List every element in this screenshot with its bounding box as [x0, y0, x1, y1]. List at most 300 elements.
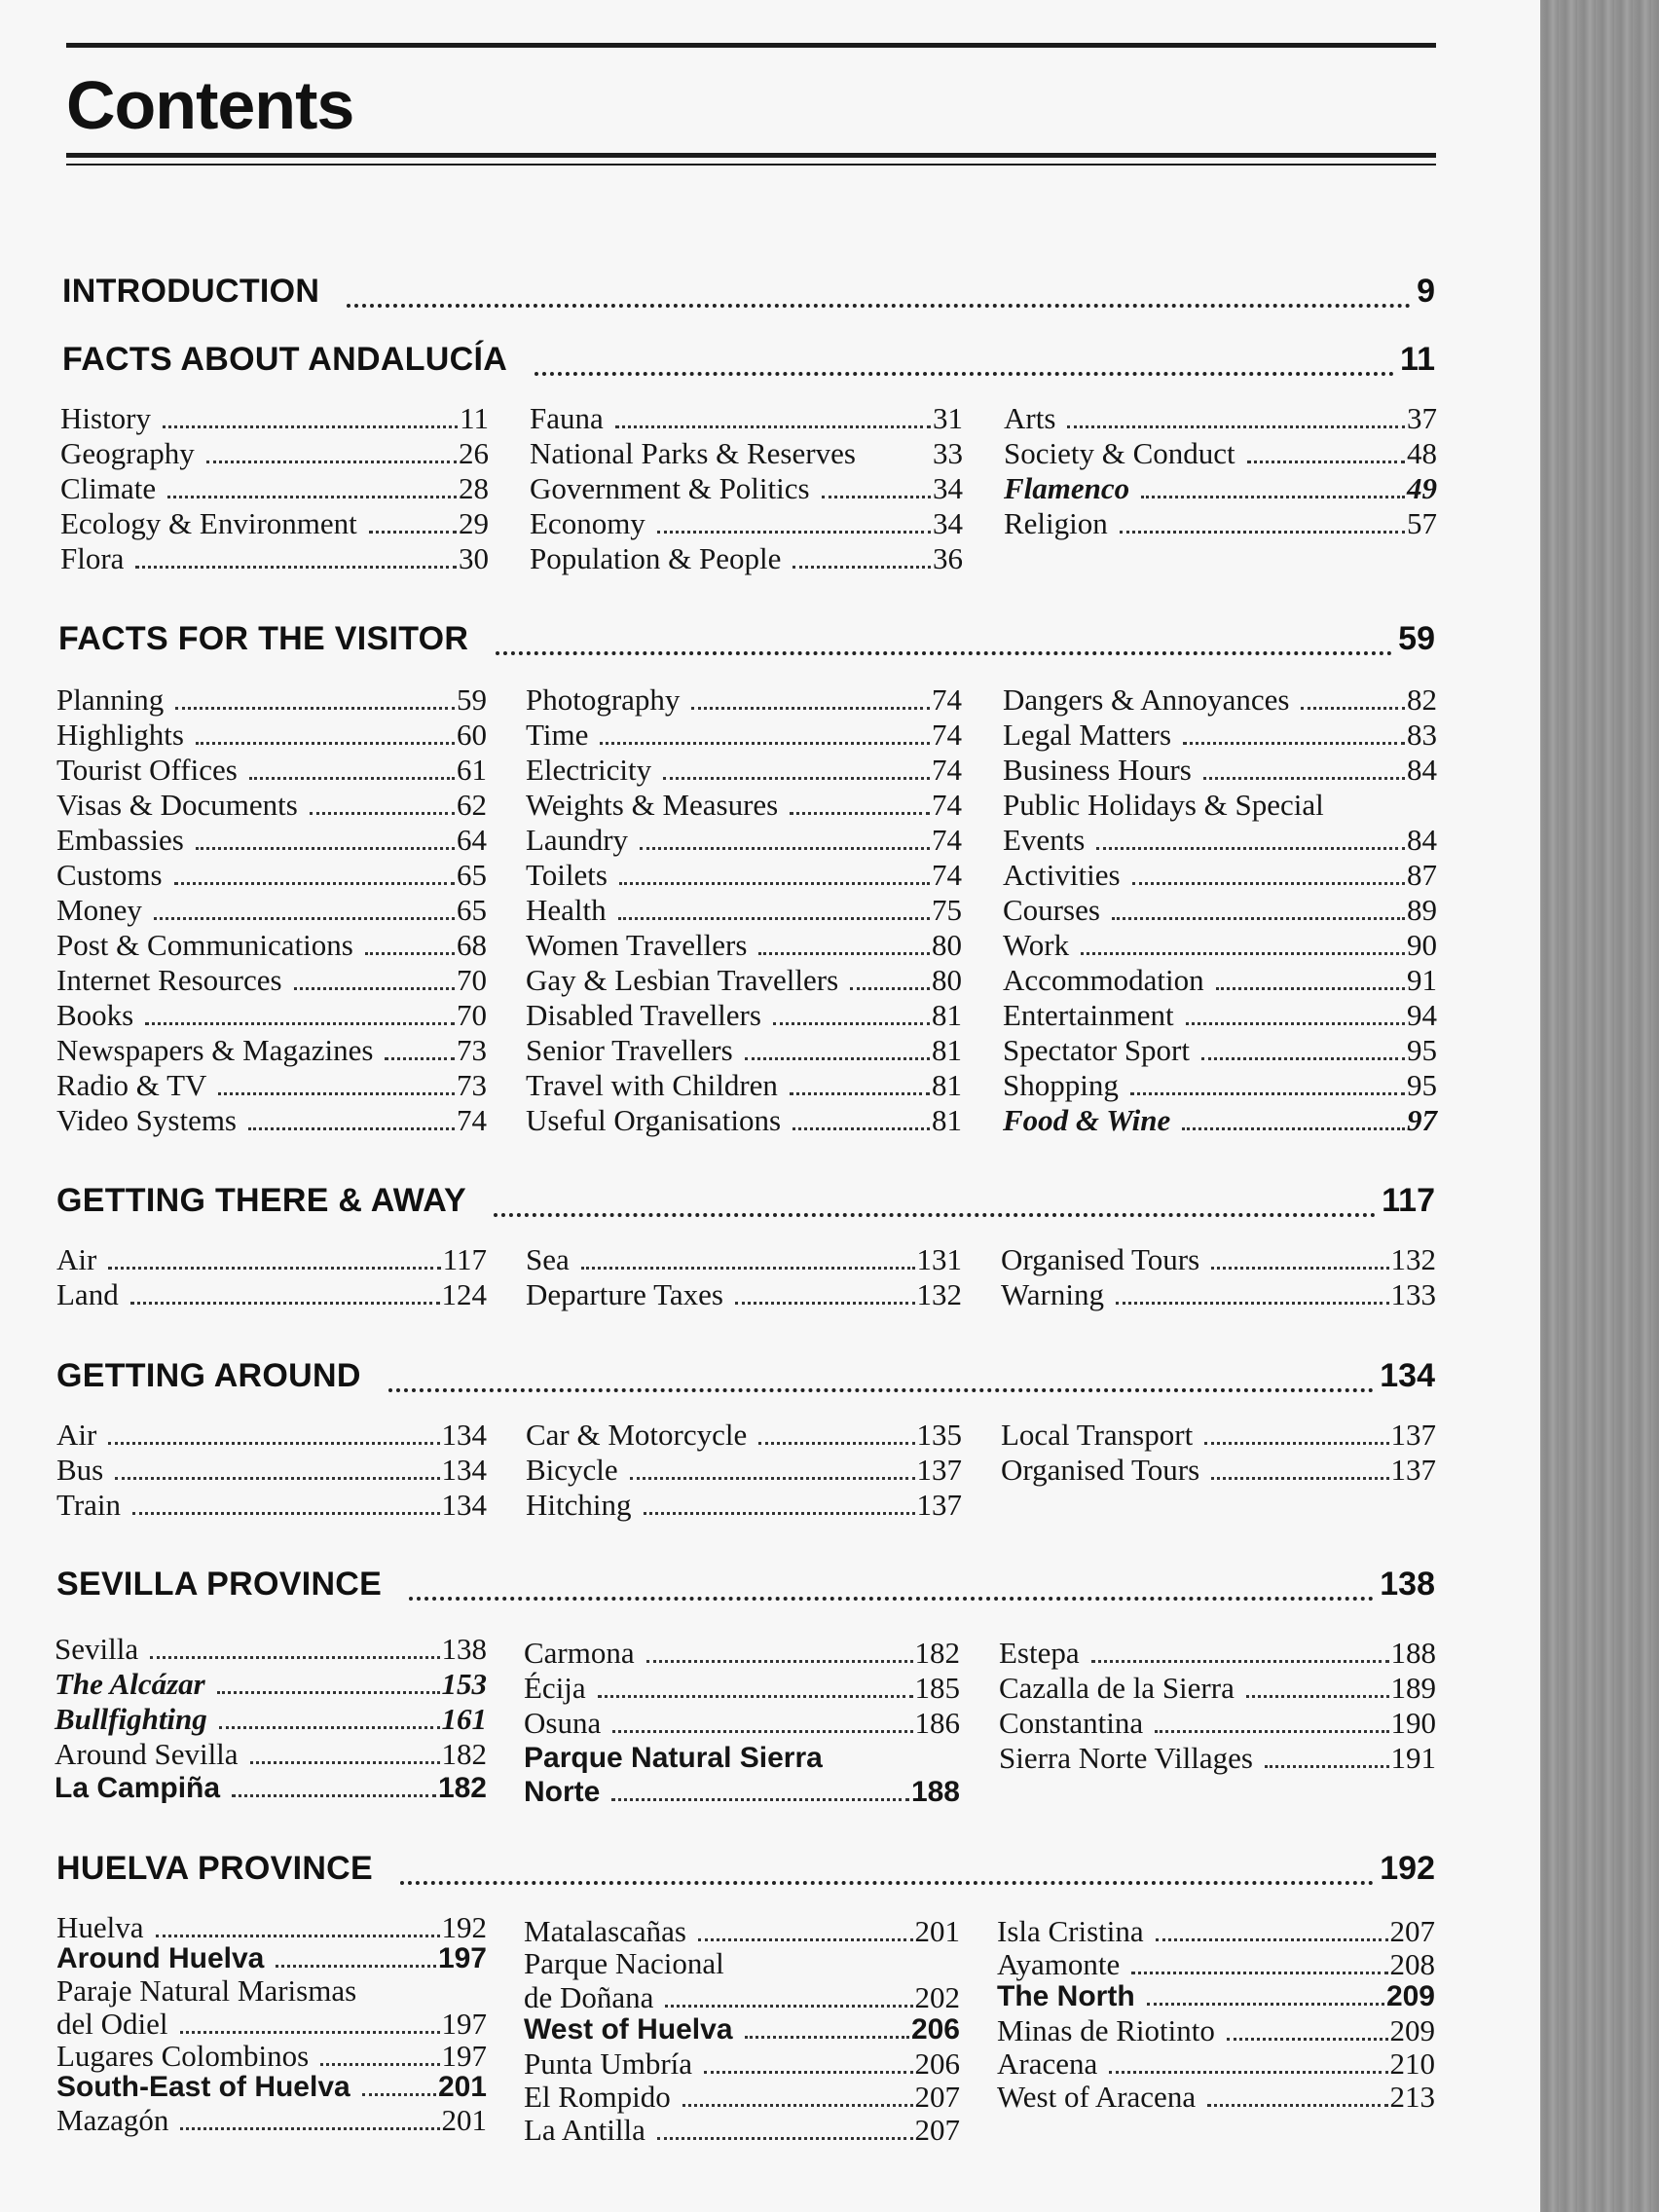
entry-page: 134 — [441, 1488, 487, 1522]
entry-page: 207 — [914, 2113, 960, 2147]
toc-entry[interactable] — [526, 753, 962, 788]
entry-title: Bicycle — [526, 1453, 618, 1487]
section-title: INTRODUCTION — [62, 273, 320, 310]
leader-dots — [1112, 917, 1405, 920]
leader-dots — [369, 531, 457, 534]
toc-entry[interactable] — [56, 1488, 487, 1523]
toc-entry[interactable] — [56, 963, 487, 998]
entry-title: Sea — [526, 1242, 570, 1276]
entry-page: 206 — [910, 2013, 960, 2046]
entry-title: Flora — [60, 541, 125, 575]
toc-entry-feature[interactable] — [1003, 1103, 1437, 1138]
toc-entry-subsection[interactable] — [524, 1776, 960, 1811]
leader-dots — [218, 1092, 455, 1095]
toc-entry[interactable] — [56, 788, 487, 823]
toc-entry[interactable] — [999, 1741, 1436, 1776]
toc-entry[interactable] — [60, 436, 489, 471]
toc-entry[interactable] — [56, 1033, 487, 1068]
section-page-number: 192 — [1380, 1850, 1435, 1887]
leader-dots — [294, 987, 455, 990]
toc-entry[interactable] — [56, 1910, 487, 1942]
entry-title: Travel with Children — [526, 1068, 778, 1102]
entry-page: 30 — [459, 541, 489, 575]
entry-title: The North — [997, 1980, 1135, 2012]
toc-entry[interactable] — [524, 2080, 960, 2113]
section-title: SEVILLA PROVINCE — [56, 1566, 383, 1603]
toc-entry[interactable] — [530, 506, 963, 541]
toc-entry-line[interactable]: Parque Natural Sierra — [524, 1742, 823, 1774]
leader-dots — [180, 2031, 440, 2034]
entry-page: 189 — [1390, 1671, 1436, 1705]
column-3 — [1001, 1418, 1436, 1488]
entry-page: 201 — [437, 2071, 487, 2103]
section-heading — [62, 341, 1435, 384]
leader-dots — [790, 812, 930, 815]
leader-dots — [1183, 742, 1405, 745]
toc-entry[interactable] — [999, 1671, 1436, 1706]
entry-title: Economy — [530, 506, 645, 540]
entry-title: Food & Wine — [1003, 1103, 1171, 1137]
leader-dots — [1227, 2038, 1388, 2041]
toc-entry[interactable] — [524, 1636, 960, 1671]
leader-dots — [163, 425, 458, 428]
leader-dots — [691, 707, 930, 710]
leader-dots — [167, 496, 457, 498]
column-3 — [997, 1914, 1435, 2113]
entry-page: 192 — [441, 1910, 487, 1944]
entry-title: Aracena — [997, 2046, 1098, 2081]
entry-page: 197 — [441, 2007, 487, 2041]
leader-dots — [611, 1798, 909, 1801]
entry-title: Women Travellers — [526, 928, 748, 962]
entry-page: 33 — [933, 436, 963, 470]
entry-page: 81 — [932, 1033, 962, 1067]
entry-title: Highlights — [56, 718, 184, 752]
entry-page: 137 — [1390, 1453, 1436, 1487]
entry-title: Organised Tours — [1001, 1242, 1200, 1276]
entry-title: National Parks & Reserves — [530, 436, 856, 470]
toc-entry[interactable] — [56, 1242, 487, 1277]
toc-entry[interactable] — [526, 963, 962, 998]
toc-entry[interactable] — [524, 2046, 960, 2080]
toc-entry[interactable] — [526, 1103, 962, 1138]
entry-title: Punta Umbría — [524, 2046, 693, 2081]
entry-page: 91 — [1407, 963, 1437, 997]
toc-entry[interactable] — [530, 436, 963, 471]
entry-page: 74 — [932, 788, 962, 822]
leader-dots — [385, 1057, 455, 1060]
entry-page: 75 — [932, 893, 962, 927]
toc-entry[interactable] — [60, 471, 489, 506]
toc-entry[interactable] — [1003, 893, 1437, 928]
toc-entry[interactable] — [530, 401, 963, 436]
entry-title: Sevilla — [55, 1632, 139, 1666]
toc-entry[interactable] — [56, 1418, 487, 1453]
leader-dots — [310, 812, 455, 815]
toc-entry-subsection[interactable] — [997, 1980, 1435, 2013]
section-title: GETTING AROUND — [56, 1357, 361, 1394]
entry-page: 37 — [1407, 401, 1437, 435]
toc-entry[interactable] — [1003, 823, 1437, 858]
entry-page: 83 — [1407, 718, 1437, 752]
entry-page: 48 — [1407, 436, 1437, 470]
section-page-number: 134 — [1380, 1357, 1435, 1394]
entry-page: 34 — [933, 471, 963, 505]
column-1 — [55, 1632, 487, 1807]
column-2 — [530, 401, 963, 576]
toc-entry-subsection[interactable] — [55, 1772, 487, 1807]
entry-page: 73 — [457, 1068, 487, 1102]
entry-page: 74 — [932, 823, 962, 857]
toc-entry[interactable] — [1003, 718, 1437, 753]
entry-title: Books — [56, 998, 134, 1032]
toc-entry[interactable] — [60, 506, 489, 541]
entry-page: 161 — [441, 1702, 487, 1736]
entry-title: Visas & Documents — [56, 788, 298, 822]
entry-page: 132 — [916, 1277, 962, 1311]
leader-dots — [1182, 1127, 1405, 1130]
entry-page: 207 — [914, 2080, 960, 2114]
entry-page: 182 — [441, 1737, 487, 1771]
leader-dots — [1130, 1092, 1405, 1095]
entry-page: 137 — [916, 1488, 962, 1522]
toc-entry[interactable] — [56, 998, 487, 1033]
leader-dots — [1246, 1695, 1389, 1698]
leader-dots — [108, 1267, 440, 1270]
entry-title: Time — [526, 718, 589, 752]
entry-title: El Rompido — [524, 2080, 671, 2114]
column-2 — [526, 1242, 962, 1312]
entry-page: 95 — [1407, 1068, 1437, 1102]
top-rule — [66, 43, 1436, 48]
entry-title: Flamenco — [1004, 471, 1130, 505]
entry-title: Health — [526, 893, 607, 927]
section-title: GETTING THERE & AWAY — [56, 1182, 466, 1219]
toc-entry[interactable] — [1001, 1453, 1436, 1488]
leader-dots — [1155, 1730, 1388, 1733]
entry-title: Bus — [56, 1453, 104, 1487]
title-rule-thick — [66, 153, 1436, 158]
leader-dots — [615, 425, 931, 428]
entry-title: Events — [1003, 823, 1086, 857]
entry-title: Useful Organisations — [526, 1103, 782, 1137]
toc-entry[interactable] — [1003, 682, 1437, 718]
toc-entry[interactable] — [530, 471, 963, 506]
toc-entry[interactable] — [526, 1418, 962, 1453]
toc-entry[interactable] — [56, 858, 487, 893]
toc-entry[interactable] — [997, 2046, 1435, 2080]
toc-entry[interactable] — [526, 928, 962, 963]
entry-page: 84 — [1407, 753, 1437, 787]
toc-entry[interactable] — [1001, 1242, 1436, 1277]
section-page-number: 138 — [1380, 1566, 1435, 1603]
entry-title: Écija — [524, 1671, 586, 1705]
entry-title: Radio & TV — [56, 1068, 207, 1102]
entry-page: 132 — [1390, 1242, 1436, 1276]
entry-title: Disabled Travellers — [526, 998, 761, 1032]
entry-page: 191 — [1390, 1741, 1436, 1775]
entry-title: Climate — [60, 471, 157, 505]
toc-entry[interactable] — [56, 928, 487, 963]
entry-title: Car & Motorcycle — [526, 1418, 748, 1452]
entry-title: Mazagón — [56, 2103, 169, 2137]
toc-entry[interactable] — [56, 718, 487, 753]
toc-entry[interactable] — [1003, 998, 1437, 1033]
entry-title: Ayamonte — [997, 1947, 1121, 1981]
toc-entry[interactable] — [1003, 1068, 1437, 1103]
entry-title: South-East of Huelva — [56, 2071, 350, 2103]
leader-dots — [704, 2071, 912, 2074]
entry-page: 11 — [460, 401, 489, 435]
leader-dots — [793, 566, 931, 569]
toc-entry[interactable] — [526, 1068, 962, 1103]
entry-page: 202 — [914, 1980, 960, 2014]
title-rule-thin — [66, 164, 1436, 166]
toc-entry-feature[interactable] — [55, 1702, 487, 1737]
leader-dots — [248, 1127, 455, 1130]
toc-entry-line[interactable]: Parque Nacional — [524, 1946, 724, 1980]
column-2 — [526, 1418, 962, 1523]
toc-entry[interactable] — [997, 1914, 1435, 1947]
leader-dots — [745, 2036, 909, 2039]
entry-title: Internet Resources — [56, 963, 282, 997]
leader-dots — [646, 1660, 913, 1663]
leader-dots — [850, 987, 930, 990]
column-3 — [999, 1636, 1436, 1776]
toc-entry[interactable] — [997, 2013, 1435, 2046]
leader-dots — [217, 1691, 440, 1694]
leader-dots — [581, 1267, 915, 1270]
leader-dots — [773, 1022, 930, 1025]
toc-entry[interactable] — [56, 2039, 487, 2071]
leader-dots — [1081, 952, 1405, 955]
entry-page: 90 — [1407, 928, 1437, 962]
entry-page: 213 — [1389, 2080, 1435, 2114]
toc-entry[interactable] — [526, 1453, 962, 1488]
toc-entry-subsection[interactable] — [56, 1942, 487, 1974]
leader-dots — [1120, 531, 1405, 534]
leader-dots — [250, 1761, 440, 1764]
toc-entry[interactable] — [56, 2007, 487, 2039]
entry-title: Estepa — [999, 1636, 1080, 1670]
entry-page: 201 — [914, 1914, 960, 1948]
leader-dots — [130, 1302, 440, 1305]
toc-entry[interactable] — [526, 823, 962, 858]
leader-dots — [535, 372, 1394, 376]
entry-page: 28 — [459, 471, 489, 505]
toc-entry[interactable] — [524, 1980, 960, 2013]
column-3 — [1004, 401, 1437, 541]
entry-title: Society & Conduct — [1004, 436, 1235, 470]
entry-page: 74 — [932, 753, 962, 787]
leader-dots — [362, 2093, 436, 2096]
entry-title: Lugares Colombinos — [56, 2039, 310, 2073]
toc-entry[interactable] — [1003, 1033, 1437, 1068]
entry-title: Norte — [524, 1776, 601, 1808]
leader-dots — [793, 1127, 930, 1130]
entry-title: Sierra Norte Villages — [999, 1741, 1253, 1775]
toc-entry[interactable] — [60, 401, 489, 436]
entry-page: 182 — [437, 1772, 487, 1804]
toc-entry[interactable] — [526, 718, 962, 753]
entry-page: 49 — [1407, 471, 1437, 505]
leader-dots — [135, 566, 457, 569]
leader-dots — [156, 1935, 440, 1937]
toc-entry[interactable] — [524, 1914, 960, 1947]
entry-page: 201 — [441, 2103, 487, 2137]
leader-dots — [657, 2137, 913, 2140]
toc-entry[interactable] — [526, 893, 962, 928]
leader-dots — [196, 742, 455, 745]
entry-title: Minas de Riotinto — [997, 2013, 1215, 2047]
toc-entry-line[interactable]: Paraje Natural Marismas — [56, 1973, 357, 2008]
toc-entry[interactable] — [56, 753, 487, 788]
leader-dots — [1109, 2071, 1387, 2074]
toc-entry-line[interactable]: Public Holidays & Special — [1003, 788, 1324, 822]
toc-entry[interactable] — [56, 1453, 487, 1488]
entry-page: 74 — [457, 1103, 487, 1137]
toc-entry[interactable] — [56, 682, 487, 718]
toc-entry-subsection[interactable] — [56, 2071, 487, 2103]
leader-dots — [154, 917, 455, 920]
entry-title: del Odiel — [56, 2007, 168, 2041]
toc-entry[interactable] — [997, 2080, 1435, 2113]
entry-title: Population & People — [530, 541, 782, 575]
toc-entry[interactable] — [1003, 858, 1437, 893]
entry-page: 137 — [1390, 1418, 1436, 1452]
toc-entry[interactable] — [1003, 928, 1437, 963]
leader-dots — [1211, 1477, 1388, 1480]
entry-page: 62 — [457, 788, 487, 822]
section-heading — [56, 1566, 1435, 1608]
entry-title: Work — [1003, 928, 1070, 962]
leader-dots — [630, 1477, 915, 1480]
toc-entry[interactable] — [997, 1947, 1435, 1980]
entry-title: History — [60, 401, 151, 435]
entry-title: Warning — [1001, 1277, 1104, 1311]
leader-dots — [619, 882, 930, 885]
toc-entry[interactable] — [526, 788, 962, 823]
section-page-number: 117 — [1382, 1182, 1435, 1219]
toc-entry[interactable] — [1004, 436, 1437, 471]
entry-title: Courses — [1003, 893, 1100, 927]
toc-entry[interactable] — [56, 1277, 487, 1312]
toc-entry[interactable] — [999, 1636, 1436, 1671]
entry-page: 29 — [459, 506, 489, 540]
leader-dots — [232, 1794, 436, 1797]
entry-title: Arts — [1004, 401, 1056, 435]
toc-entry[interactable] — [526, 682, 962, 718]
toc-entry-feature[interactable] — [55, 1667, 487, 1702]
column-1 — [56, 1242, 487, 1312]
toc-entry[interactable] — [524, 2113, 960, 2146]
entry-title: Departure Taxes — [526, 1277, 723, 1311]
entry-page: 134 — [441, 1453, 487, 1487]
leader-dots — [1247, 461, 1405, 463]
leader-dots — [644, 1512, 915, 1515]
toc-entry[interactable] — [1001, 1418, 1436, 1453]
entry-page: 80 — [932, 963, 962, 997]
entry-page: 188 — [1390, 1636, 1436, 1670]
toc-entry[interactable] — [56, 2103, 487, 2135]
section-page-number: 59 — [1398, 620, 1435, 657]
toc-entry[interactable] — [1003, 963, 1437, 998]
toc-entry[interactable] — [526, 1277, 962, 1312]
toc-entry-feature[interactable] — [1004, 471, 1437, 506]
entry-title: Business Hours — [1003, 753, 1192, 787]
section-heading — [56, 1850, 1435, 1893]
entry-title: Entertainment — [1003, 998, 1174, 1032]
entry-title: Fauna — [530, 401, 604, 435]
toc-entry[interactable] — [60, 541, 489, 576]
entry-page: 26 — [459, 436, 489, 470]
leader-dots — [1132, 882, 1405, 885]
toc-entry[interactable] — [530, 541, 963, 576]
toc-entry[interactable] — [526, 998, 962, 1033]
toc-entry[interactable] — [524, 1706, 960, 1741]
toc-entry[interactable] — [1004, 401, 1437, 436]
entry-page: 74 — [932, 682, 962, 717]
entry-page: 36 — [933, 541, 963, 575]
toc-entry[interactable] — [55, 1632, 487, 1667]
leader-dots — [1141, 496, 1405, 498]
entry-title: Photography — [526, 682, 681, 717]
toc-entry[interactable] — [999, 1706, 1436, 1741]
entry-page: 134 — [441, 1418, 487, 1452]
entry-title: Constantina — [999, 1706, 1144, 1740]
toc-entry[interactable] — [56, 893, 487, 928]
leader-dots — [682, 2104, 913, 2107]
entry-title: Embassies — [56, 823, 184, 857]
toc-entry[interactable] — [526, 1033, 962, 1068]
entry-title: West of Huelva — [524, 2013, 733, 2046]
entry-page: 182 — [914, 1636, 960, 1670]
section-heading — [62, 273, 1435, 315]
leader-dots — [1216, 987, 1405, 990]
column-1 — [60, 401, 489, 576]
toc-entry[interactable] — [56, 823, 487, 858]
toc-entry[interactable] — [55, 1737, 487, 1772]
leader-dots — [1211, 1267, 1388, 1270]
entry-title: Carmona — [524, 1636, 635, 1670]
leader-dots — [1067, 425, 1405, 428]
entry-title: Train — [56, 1488, 122, 1522]
entry-page: 84 — [1407, 823, 1437, 857]
leader-dots — [1091, 1660, 1389, 1663]
entry-title: Legal Matters — [1003, 718, 1172, 752]
column-1 — [56, 1418, 487, 1523]
toc-entry[interactable] — [1004, 506, 1437, 541]
entry-title: Weights & Measures — [526, 788, 779, 822]
toc-entry[interactable] — [526, 1488, 962, 1523]
toc-entry[interactable] — [526, 1242, 962, 1277]
toc-entry[interactable] — [56, 1103, 487, 1138]
leader-dots — [400, 1881, 1374, 1885]
leader-dots — [735, 1302, 915, 1305]
toc-entry[interactable] — [56, 1068, 487, 1103]
toc-entry[interactable] — [524, 1671, 960, 1706]
leader-dots — [219, 1726, 440, 1729]
entry-title: Organised Tours — [1001, 1453, 1200, 1487]
toc-entry[interactable] — [1001, 1277, 1436, 1312]
leader-dots — [1131, 1972, 1387, 1974]
column-1 — [56, 1910, 487, 2135]
entry-page: 197 — [441, 2039, 487, 2073]
entry-title: Laundry — [526, 823, 629, 857]
toc-entry[interactable] — [1003, 753, 1437, 788]
toc-entry[interactable] — [526, 858, 962, 893]
toc-entry-subsection[interactable] — [524, 2013, 960, 2046]
